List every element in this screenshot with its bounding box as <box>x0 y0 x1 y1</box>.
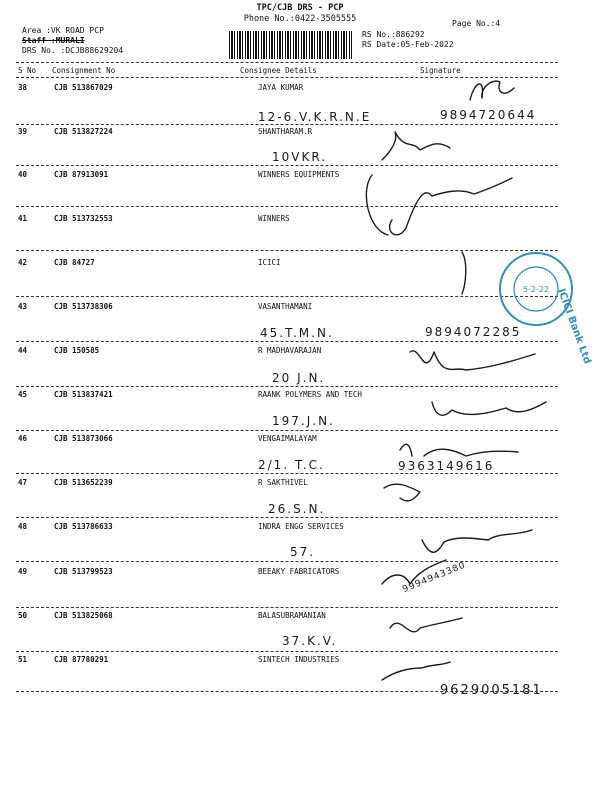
row-consignment: CJB 84727 <box>54 258 95 267</box>
col-signature: Signature <box>420 66 461 75</box>
row-consignee: BEEAKY FABRICATORS <box>258 567 340 576</box>
stamp-text: ICICI Bank Ltd <box>555 287 593 366</box>
row-consignment: CJB 87913091 <box>54 170 109 179</box>
row-address: 2/1. T.C. <box>258 458 325 472</box>
row-consignment: CJB 513738306 <box>54 302 113 311</box>
row-phone: 9629005181 <box>440 683 543 698</box>
signature-51 <box>382 662 450 680</box>
drs-number: DRS No. :DCJB88629204 <box>22 46 124 55</box>
row-sno: 42 <box>18 258 28 267</box>
signature-44 <box>410 351 535 370</box>
row-sno: 51 <box>18 655 28 664</box>
row-sno: 48 <box>18 522 28 531</box>
rs-date: RS Date:05-Feb-2022 <box>362 40 454 49</box>
row-address: 10VKR. <box>272 150 328 164</box>
row-sno: 43 <box>18 302 28 311</box>
row-address: 57. <box>290 545 316 559</box>
phone-number: Phone No.:0422-3505555 <box>243 14 357 24</box>
row-sno: 39 <box>18 127 28 136</box>
row-consignee: VASANTHAMANI <box>258 302 313 311</box>
row-phone: 9363149616 <box>398 459 495 473</box>
row-address: 45.T.M.N. <box>260 326 334 340</box>
row-consignee: WINNERS EQUIPMENTS <box>258 170 340 179</box>
row-consignee: SHANTHARAM.R <box>258 127 313 136</box>
row-consignee: JAYA KUMAR <box>258 83 304 92</box>
row-phone: 9994943380 <box>401 560 468 595</box>
stamp-date: 5-2-22 <box>522 285 550 294</box>
row-sno: 45 <box>18 390 28 399</box>
area-label: Area :VK ROAD PCP <box>22 26 104 35</box>
row-address: 20 J.N. <box>272 371 326 385</box>
row-sno: 47 <box>18 478 28 487</box>
rs-number: RS No.:886292 <box>362 30 425 39</box>
signature-48 <box>422 530 532 552</box>
row-consignment: CJB 513837421 <box>54 390 113 399</box>
row-consignee: INDRA ENGG SERVICES <box>258 522 344 531</box>
row-sno: 41 <box>18 214 28 223</box>
row-consignment: CJB 513867029 <box>54 83 113 92</box>
row-sno: 40 <box>18 170 28 179</box>
col-consignment: Consignment No <box>52 66 116 75</box>
row-sno: 50 <box>18 611 28 620</box>
row-consignee: R MADHAVARAJAN <box>258 346 322 355</box>
signature-38 <box>470 81 514 100</box>
signature-45 <box>432 402 546 415</box>
signature-42 <box>462 252 466 294</box>
row-consignment: CJB 513873066 <box>54 434 113 443</box>
row-sno: 38 <box>18 83 28 92</box>
row-consignment: CJB 150585 <box>54 346 100 355</box>
row-consignment: CJB 513827224 <box>54 127 113 136</box>
row-address: 37.K.V. <box>282 634 338 648</box>
col-sno: S No <box>18 66 37 75</box>
row-sno: 44 <box>18 346 28 355</box>
row-consignment: CJB 513786633 <box>54 522 113 531</box>
row-phone: 9894720644 <box>440 108 537 122</box>
row-consignee: WINNERS <box>258 214 290 223</box>
row-consignee: BALASUBRAMANIAN <box>258 611 326 620</box>
col-consignee: Consignee Details <box>240 66 317 75</box>
row-address: 26.S.N. <box>268 502 326 516</box>
row-consignment: CJB 513799523 <box>54 567 113 576</box>
signature-49 <box>382 560 446 584</box>
row-consignment: CJB 513652239 <box>54 478 113 487</box>
row-consignment: CJB 513825068 <box>54 611 113 620</box>
signature-50 <box>390 618 462 632</box>
row-consignee: R SAKTHIVEL <box>258 478 308 487</box>
row-phone: 9894072285 <box>425 325 522 339</box>
page-number: Page No.:4 <box>452 19 501 28</box>
staff-label: Staff :MURALI <box>22 36 85 45</box>
row-address: 12-6.V.K.R.N.E <box>258 110 372 124</box>
document-title: TPC/CJB DRS - PCP <box>256 3 344 13</box>
bank-stamp <box>497 250 593 366</box>
signature-39 <box>382 132 450 160</box>
signature-46 <box>400 444 518 456</box>
row-consignee: RAANK POLYMERS AND TECH <box>258 390 362 399</box>
row-address: 197.J.N. <box>272 414 335 428</box>
row-consignee: ICICI <box>258 258 281 267</box>
row-consignment: CJB 513732553 <box>54 214 113 223</box>
signature-47 <box>384 484 420 501</box>
signature-40-41 <box>366 175 512 235</box>
row-consignee: VENGAIMALAYAM <box>258 434 317 443</box>
row-sno: 49 <box>18 567 28 576</box>
row-consignment: CJB 87780291 <box>54 655 109 664</box>
row-consignee: SINTECH INDUSTRIES <box>258 655 340 664</box>
row-sno: 46 <box>18 434 28 443</box>
